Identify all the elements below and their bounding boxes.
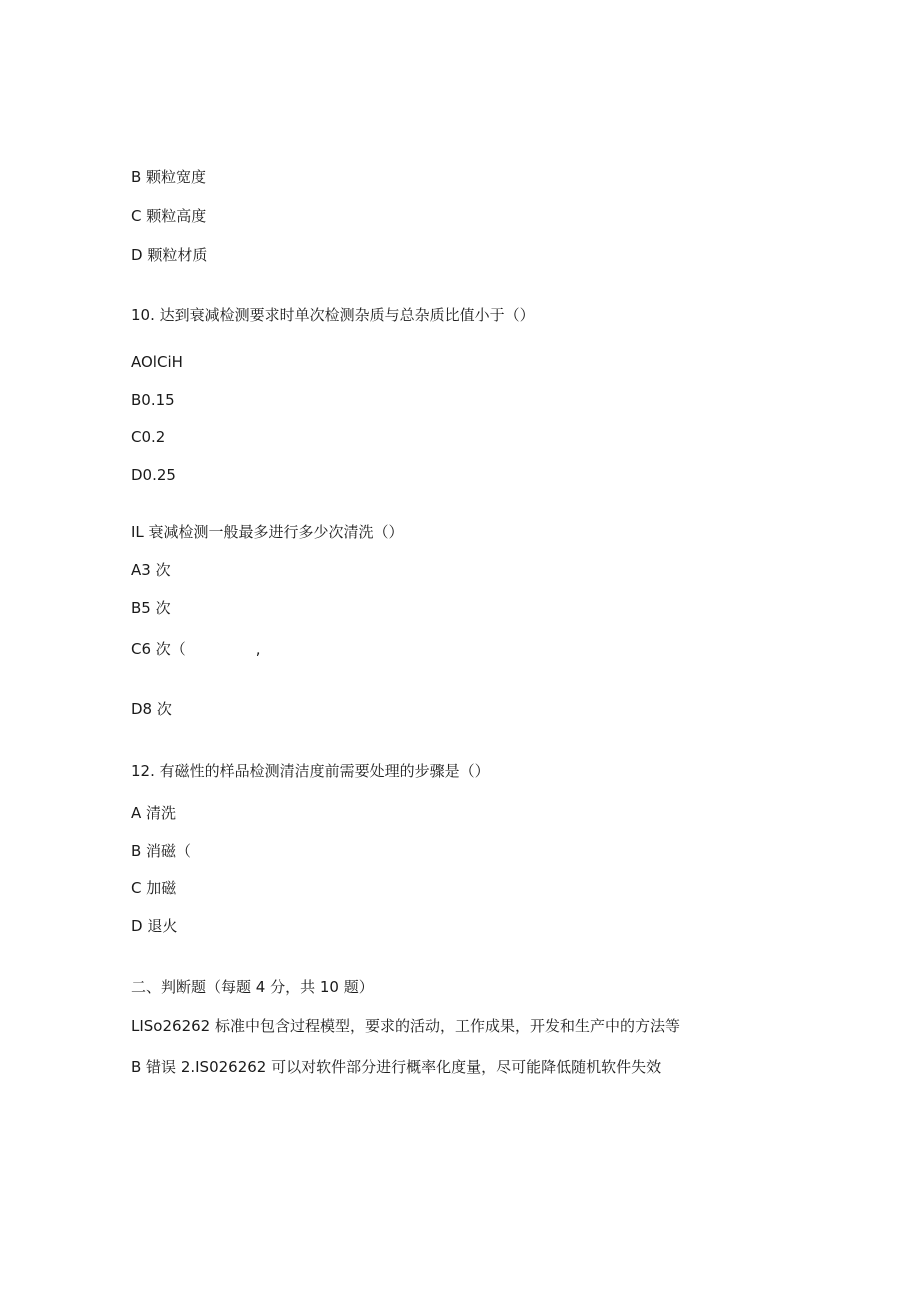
option-d-prev: D 颗粒材质 bbox=[131, 246, 208, 264]
question-10-stem: 10. 达到衰减检测要求时单次检测杂质与总杂质比值小于（） bbox=[131, 306, 535, 324]
q10-option-b: B0.15 bbox=[131, 391, 175, 409]
q11-option-c-text: C6 次（ bbox=[131, 640, 186, 658]
q12-option-b: B 消磁（ bbox=[131, 842, 192, 860]
q12-option-a: A 清洗 bbox=[131, 804, 177, 822]
q12-option-d: D 退火 bbox=[131, 917, 178, 935]
question-11-stem: IL 衰减检测一般最多进行多少次清洗（） bbox=[131, 523, 404, 541]
section-2-heading: 二、判断题（每题 4 分，共 10 题） bbox=[131, 978, 374, 996]
q11-option-d: D8 次 bbox=[131, 700, 172, 718]
true-false-line-2: B 错误 2.IS026262 可以对软件部分进行概率化度量，尽可能降低随机软件失效 bbox=[131, 1058, 662, 1076]
q11-option-c bbox=[131, 639, 261, 659]
q11-option-a: A3 次 bbox=[131, 561, 171, 579]
q11-option-b: B5 次 bbox=[131, 599, 171, 617]
q10-option-d: D0.25 bbox=[131, 466, 176, 484]
q11-option-c-trailing: , bbox=[255, 640, 261, 658]
q12-option-c: C 加磁 bbox=[131, 879, 177, 897]
option-c-prev: C 颗粒高度 bbox=[131, 207, 207, 225]
q10-option-a: AOlCiH bbox=[131, 353, 183, 371]
option-b-prev: B 颗粒宽度 bbox=[131, 168, 207, 186]
q10-option-c: C0.2 bbox=[131, 428, 166, 446]
true-false-line-1: LISo26262 标准中包含过程模型，要求的活动，工作成果，开发和生产中的方法等 bbox=[131, 1017, 680, 1035]
question-12-stem: 12. 有磁性的样品检测清洁度前需要处理的步骤是（） bbox=[131, 762, 490, 780]
